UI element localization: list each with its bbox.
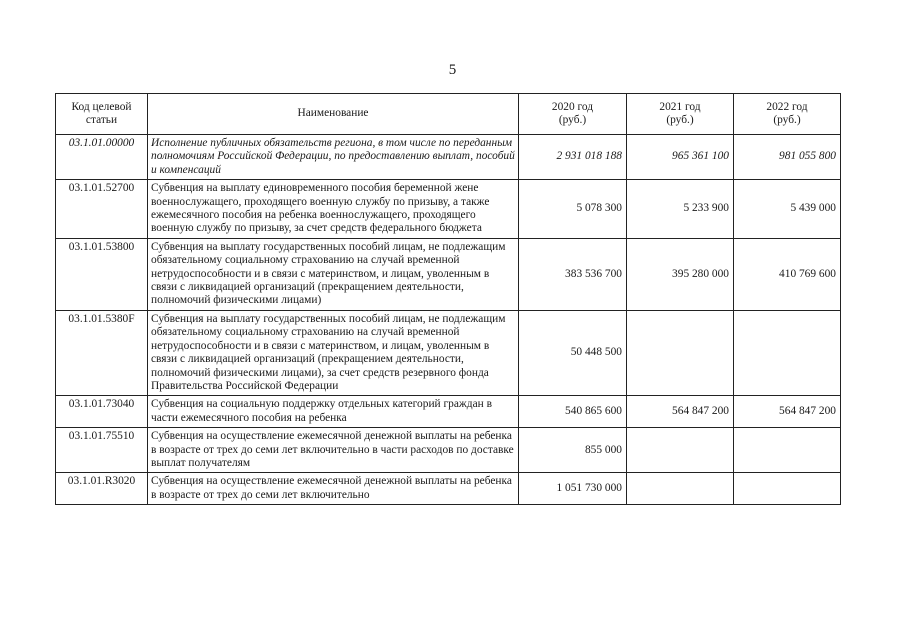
row-value-2021 bbox=[627, 473, 734, 505]
row-value-2020: 5 078 300 bbox=[519, 180, 627, 239]
row-value-2020: 540 865 600 bbox=[519, 396, 627, 428]
row-code: 03.1.01.52700 bbox=[56, 180, 148, 239]
header-code bbox=[56, 94, 148, 135]
header-2022-line-2: (руб.) bbox=[773, 114, 801, 126]
table-body bbox=[56, 135, 841, 505]
header-2021-line-2: (руб.) bbox=[666, 114, 694, 126]
header-row bbox=[56, 94, 841, 135]
row-name: Исполнение публичных обязательств региона, в том числе по переданным полномочиям Российской Федерации, по предоставлению выплат, пособий и компенсаций bbox=[148, 135, 519, 180]
row-value-2022 bbox=[734, 473, 841, 505]
row-value-2020: 383 536 700 bbox=[519, 238, 627, 310]
header-2020 bbox=[519, 94, 627, 135]
row-code: 03.1.01.5380F bbox=[56, 310, 148, 395]
row-value-2021: 564 847 200 bbox=[627, 396, 734, 428]
row-code: 03.1.01.00000 bbox=[56, 135, 148, 180]
table-row bbox=[56, 473, 841, 505]
row-value-2021: 5 233 900 bbox=[627, 180, 734, 239]
row-value-2020: 1 051 730 000 bbox=[519, 473, 627, 505]
row-code: 03.1.01.53800 bbox=[56, 238, 148, 310]
row-value-2020: 855 000 bbox=[519, 428, 627, 473]
table-header bbox=[56, 94, 841, 135]
row-name: Субвенция на социальную поддержку отдельных категорий граждан в части ежемесячного пособия на ребенка bbox=[148, 396, 519, 428]
row-value-2022: 410 769 600 bbox=[734, 238, 841, 310]
table-row bbox=[56, 238, 841, 310]
header-2021 bbox=[627, 94, 734, 135]
header-2020-line-1: 2020 год bbox=[551, 100, 594, 113]
header-2022-line-1: 2022 год bbox=[766, 100, 808, 113]
row-value-2022: 564 847 200 bbox=[734, 396, 841, 428]
row-name: Субвенция на выплату единовременного пособия беременной жене военнослужащего, проходящего военную службу по призыву, а также ежемесячного пособия на ребенка военнослужащего, проходящего военную службу по призыву, за счет средств федерального бюджета bbox=[148, 180, 519, 239]
row-value-2021: 395 280 000 bbox=[627, 238, 734, 310]
row-name: Субвенция на выплату государственных пособий лицам, не подлежащим обязательному социальному страхованию на случай временной нетрудоспособности и в связи с материнством, и лицам, уволенным в связи с ликвидацией организаций (прекращением деятельности, полномочий физическими лицами) bbox=[148, 238, 519, 310]
row-value-2022 bbox=[734, 310, 841, 395]
row-value-2021 bbox=[627, 428, 734, 473]
page-number: 5 bbox=[448, 62, 457, 78]
budget-table bbox=[55, 93, 841, 505]
row-value-2021 bbox=[627, 310, 734, 395]
row-value-2020: 2 931 018 188 bbox=[519, 135, 627, 180]
row-code: 03.1.01.75510 bbox=[56, 428, 148, 473]
header-2022 bbox=[734, 94, 841, 135]
row-code: 03.1.01.73040 bbox=[56, 396, 148, 428]
header-name: Наименование bbox=[148, 94, 519, 135]
row-value-2020: 50 448 500 bbox=[519, 310, 627, 395]
row-code: 03.1.01.R3020 bbox=[56, 473, 148, 505]
row-value-2022 bbox=[734, 428, 841, 473]
header-code-line-2: статьи bbox=[85, 114, 118, 126]
table-row bbox=[56, 396, 841, 428]
row-value-2022: 5 439 000 bbox=[734, 180, 841, 239]
header-code-line-1: Код целевой bbox=[71, 100, 132, 113]
row-name: Субвенция на выплату государственных пособий лицам, не подлежащим обязательному социальному страхованию на случай временной нетрудоспособности и в связи с материнством, и лицам, уволенным в связи с ликвидацией организаций (прекращением деятельности, полномочий физическими лицами), за счет средств резервного фонда Правительства Российской Федерации bbox=[148, 310, 519, 395]
row-value-2021: 965 361 100 bbox=[627, 135, 734, 180]
row-name: Субвенция на осуществление ежемесячной денежной выплаты на ребенка в возрасте от трех до семи лет включительно в части расходов по доставке выплат получателям bbox=[148, 428, 519, 473]
header-2020-line-2: (руб.) bbox=[558, 114, 587, 126]
table-row bbox=[56, 428, 841, 473]
table-row bbox=[56, 310, 841, 395]
table-row bbox=[56, 180, 841, 239]
table-row bbox=[56, 135, 841, 180]
row-value-2022: 981 055 800 bbox=[734, 135, 841, 180]
row-name: Субвенция на осуществление ежемесячной денежной выплаты на ребенка в возрасте от трех до семи лет включительно bbox=[148, 473, 519, 505]
header-2021-line-1: 2021 год bbox=[659, 100, 701, 113]
